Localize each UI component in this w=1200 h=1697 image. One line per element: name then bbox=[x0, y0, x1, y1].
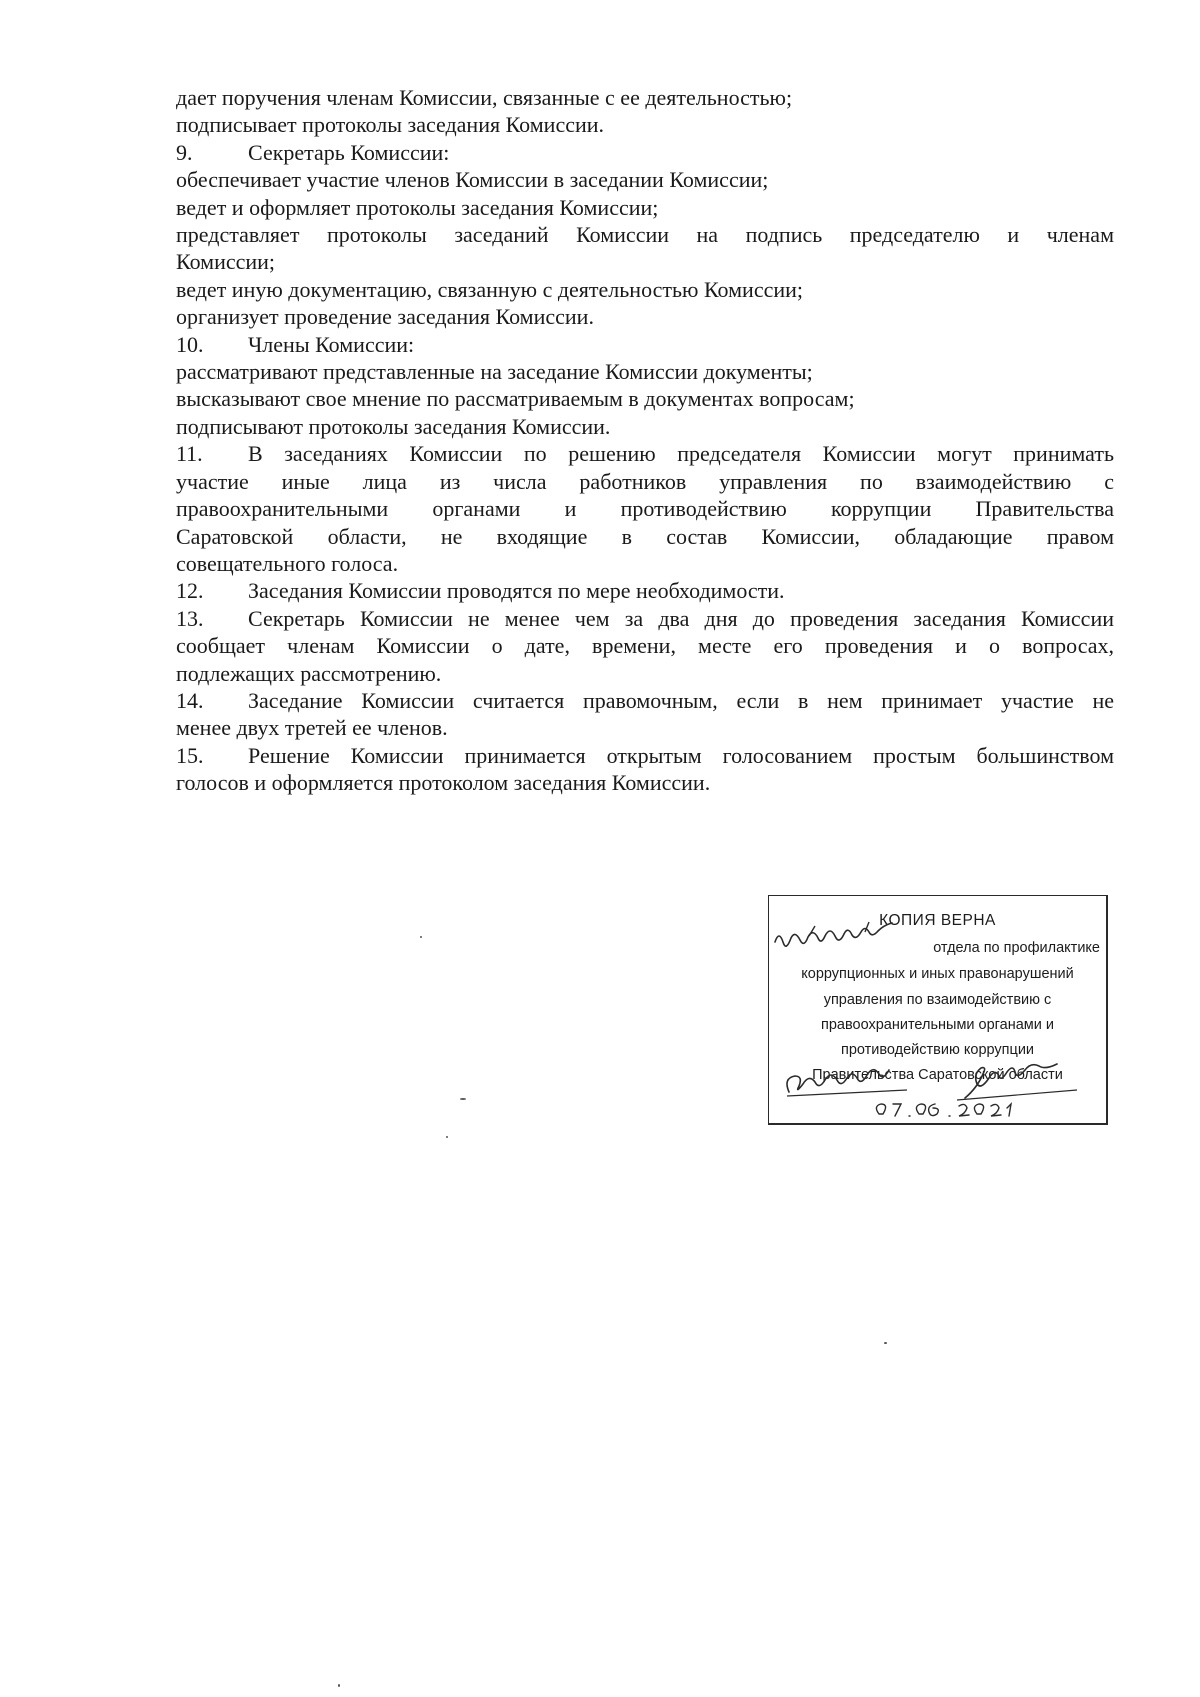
document-body bbox=[176, 84, 1114, 797]
text-line: правоохранительными органами и противодействию коррупции Правительства bbox=[176, 496, 1114, 522]
text-line: совещательного голоса. bbox=[176, 550, 399, 576]
text-line: Комиссии; bbox=[176, 249, 276, 275]
text-line: подлежащих рассмотрению. bbox=[176, 660, 442, 686]
text-line: ведет и оформляет протоколы заседания Комиссии; bbox=[176, 194, 659, 220]
scan-speck bbox=[420, 936, 422, 938]
numbered-paragraph-start bbox=[176, 742, 1114, 769]
text-line: подписывает протоколы заседания Комиссии. bbox=[176, 112, 605, 138]
paragraph-number: 14. bbox=[176, 687, 204, 713]
text-line: подписывают протоколы заседания Комиссии. bbox=[176, 413, 611, 439]
paragraph-number: 12. bbox=[176, 578, 204, 604]
scan-speck bbox=[446, 1136, 448, 1138]
paragraph-text: Заседание Комиссии считается правомочным, если в нем принимает участие не bbox=[248, 687, 1114, 713]
numbered-paragraph-start bbox=[176, 440, 1114, 467]
paragraph-number: 9. bbox=[176, 139, 193, 165]
paragraph-number: 13. bbox=[176, 605, 204, 631]
stamp-line-directorate: управления по взаимодействию с bbox=[823, 992, 1052, 1008]
text-line: обеспечивает участие членов Комиссии в заседании Комиссии; bbox=[176, 167, 769, 193]
numbered-paragraph-start bbox=[176, 577, 1114, 604]
paragraph-text: Заседания Комиссии проводятся по мере необходимости. bbox=[248, 578, 785, 604]
stamp-title: КОПИЯ ВЕРНА bbox=[879, 912, 996, 929]
stamp-line-department: отдела по профилактике bbox=[933, 940, 1100, 956]
paragraph-text: Секретарь Комиссии не менее чем за два дня до проведения заседания Комиссии bbox=[248, 605, 1114, 631]
text-line: представляет протоколы заседаний Комиссии на подпись председателю и членам bbox=[176, 222, 1114, 248]
text-line: организует проведение заседания Комиссии. bbox=[176, 304, 594, 330]
text-line: голосов и оформляется протоколом заседания Комиссии. bbox=[176, 770, 711, 796]
text-line: Саратовской области, не входящие в состав Комиссии, обладающие правом bbox=[176, 523, 1114, 549]
numbered-paragraph-start bbox=[176, 605, 1114, 632]
text-line: менее двух третей ее членов. bbox=[176, 715, 448, 741]
paragraph-text: В заседаниях Комиссии по решению председателя Комиссии могут принимать bbox=[248, 441, 1114, 467]
numbered-paragraph-start bbox=[176, 687, 1114, 714]
scan-speck bbox=[460, 1098, 466, 1100]
numbered-paragraph-start bbox=[176, 331, 1114, 358]
stamp-line-offenses: коррупционных и иных правонарушений bbox=[801, 966, 1074, 982]
scan-speck bbox=[884, 1342, 887, 1344]
paragraph-number: 10. bbox=[176, 331, 204, 357]
text-line: участие иные лица из числа работников управления по взаимодействию с bbox=[176, 468, 1114, 494]
paragraph-number: 15. bbox=[176, 742, 204, 768]
text-line: дает поручения членам Комиссии, связанные с ее деятельностью; bbox=[176, 85, 793, 110]
text-line: сообщает членам Комиссии о дате, времени, месте его проведения и о вопросах, bbox=[176, 633, 1114, 659]
paragraph-number: 11. bbox=[176, 441, 203, 467]
paragraph-text: Секретарь Комиссии: bbox=[248, 139, 450, 165]
handwritten-signature bbox=[769, 896, 1109, 1126]
stamp-line-anticorruption: противодействию коррупции bbox=[840, 1042, 1035, 1058]
text-line: высказывают свое мнение по рассматриваемым в документах вопросам; bbox=[176, 386, 855, 412]
scan-speck bbox=[338, 1684, 340, 1687]
stamp-line-law-enforcement: правоохранительными органами и bbox=[820, 1017, 1054, 1033]
copy-certification-stamp bbox=[768, 895, 1108, 1125]
text-line: ведет иную документацию, связанную с деятельностью Комиссии; bbox=[176, 276, 804, 302]
paragraph-text: Члены Комиссии: bbox=[248, 331, 415, 357]
text-line: рассматривают представленные на заседание Комиссии документы; bbox=[176, 359, 813, 385]
paragraph-text: Решение Комиссии принимается открытым голосованием простым большинством bbox=[248, 742, 1114, 768]
stamp-line-government: Правительства Саратовской области bbox=[812, 1067, 1063, 1083]
numbered-paragraph-start bbox=[176, 139, 1114, 166]
